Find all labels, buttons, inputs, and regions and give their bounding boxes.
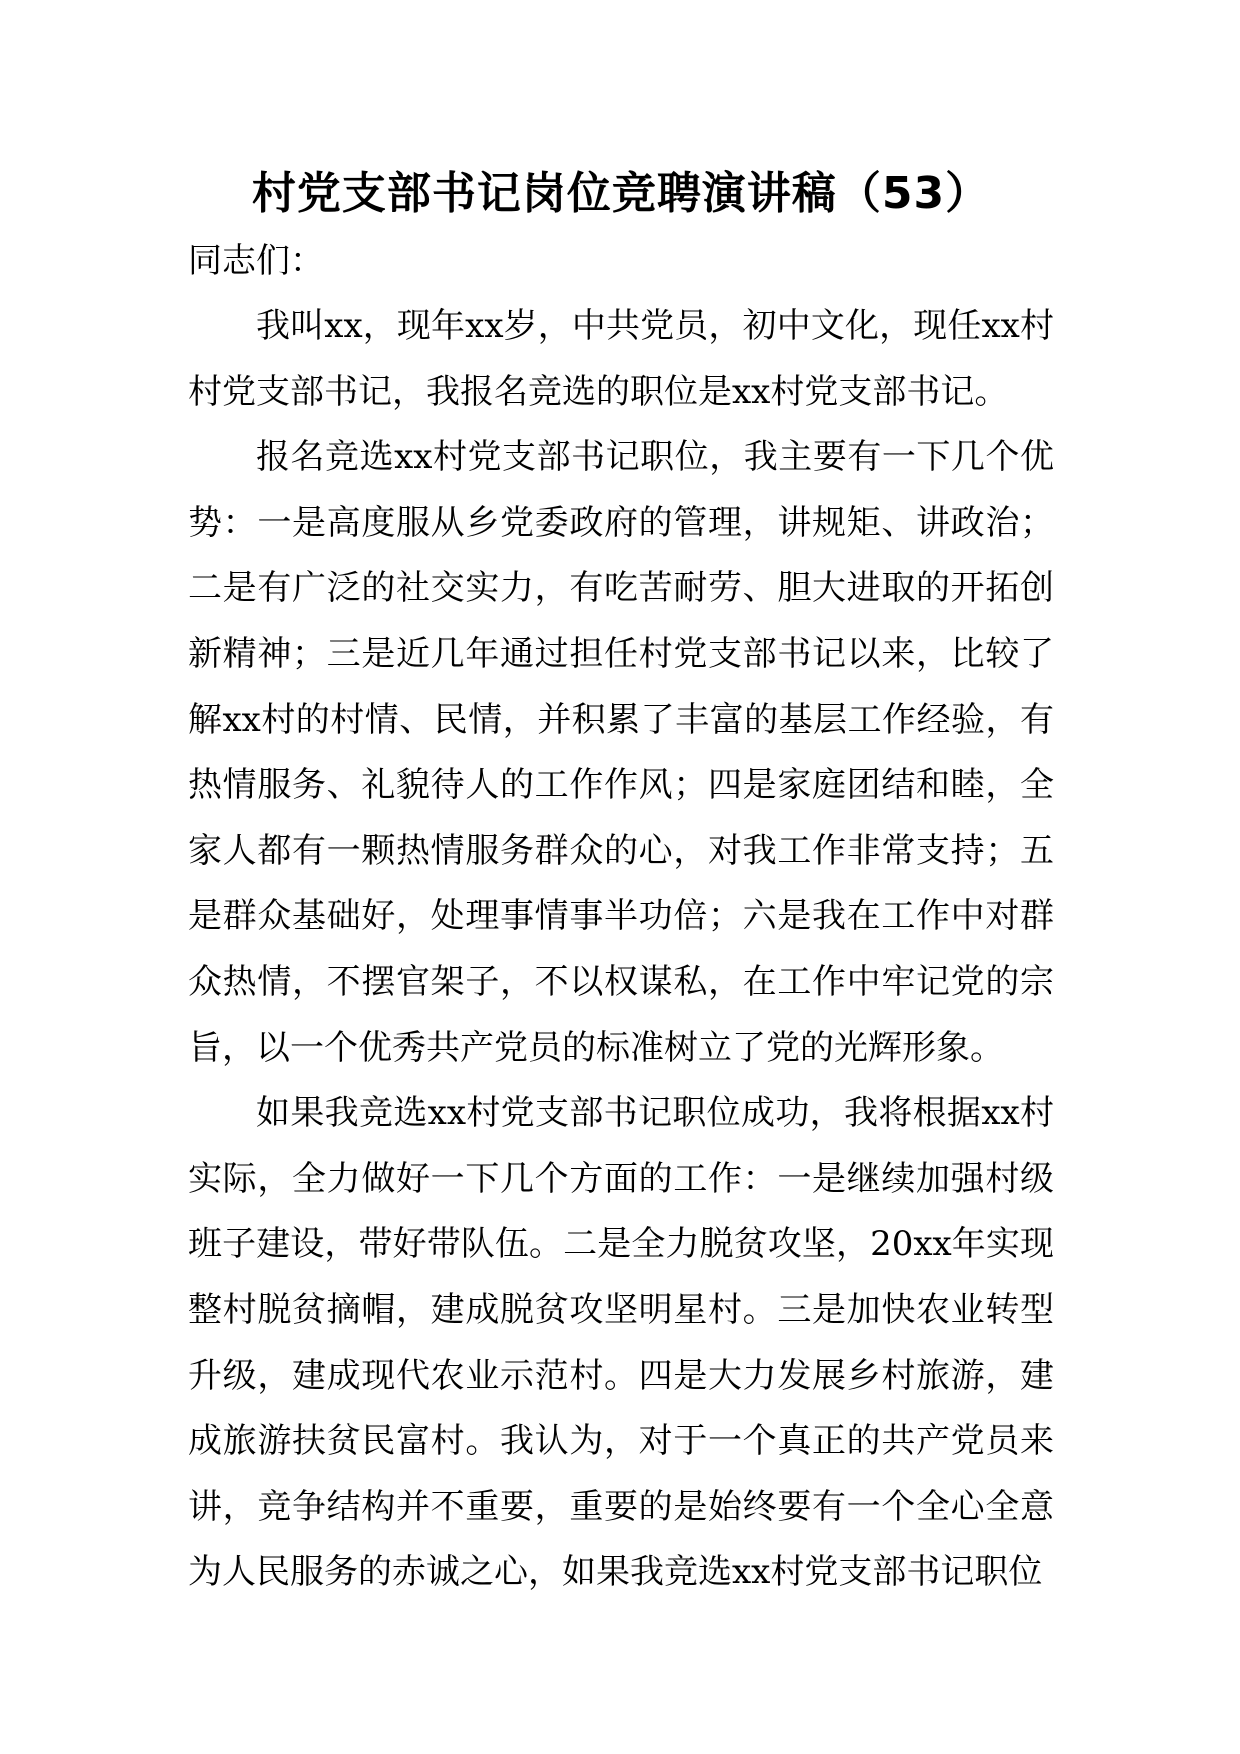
paragraph-introduction: 我叫xx，现年xx岁，中共党员，初中文化，现任xx村村党支部书记，我报名竞选的职位是xx村党支部书记。 bbox=[188, 306, 1054, 412]
document-title: 村党支部书记岗位竞聘演讲稿（53） bbox=[251, 168, 991, 219]
salutation: 同志们： bbox=[188, 241, 324, 281]
document-page bbox=[188, 160, 1054, 1606]
paragraph-advantages: 报名竞选xx村党支部书记职位，我主要有一下几个优势：一是高度服从乡党委政府的管理，讲规矩、讲政治；二是有广泛的社交实力，有吃苦耐劳、胆大进取的开拓创新精神；三是近几年通过担任村党支部书记以来，比较了解xx村的村情、民情，并积累了丰富的基层工作经验，有热情服务、礼貌待人的工作作风；四是家庭团结和睦，全家人都有一颗热情服务群众的心，对我工作非常支持；五是群众基础好，处理事情事半功倍；六是我在工作中对群众热情，不摆官架子，不以权谋私，在工作中牢记党的宗旨，以一个优秀共产党员的标准树立了党的光辉形象。 bbox=[188, 437, 1054, 1068]
paragraph-work-plan: 如果我竞选xx村党支部书记职位成功，我将根据xx村实际，全力做好一下几个方面的工作：一是继续加强村级班子建设，带好带队伍。二是全力脱贫攻坚，20xx年实现整村脱贫摘帽，建成脱贫攻坚明星村。三是加快农业转型升级，建成现代农业示范村。四是大力发展乡村旅游，建成旅游扶贫民富村。我认为，对于一个真正的共产党员来讲，竞争结构并不重要，重要的是始终要有一个全心全意为人民服务的赤诚之心，如果我竞选xx村党支部书记职位 bbox=[188, 1093, 1054, 1593]
